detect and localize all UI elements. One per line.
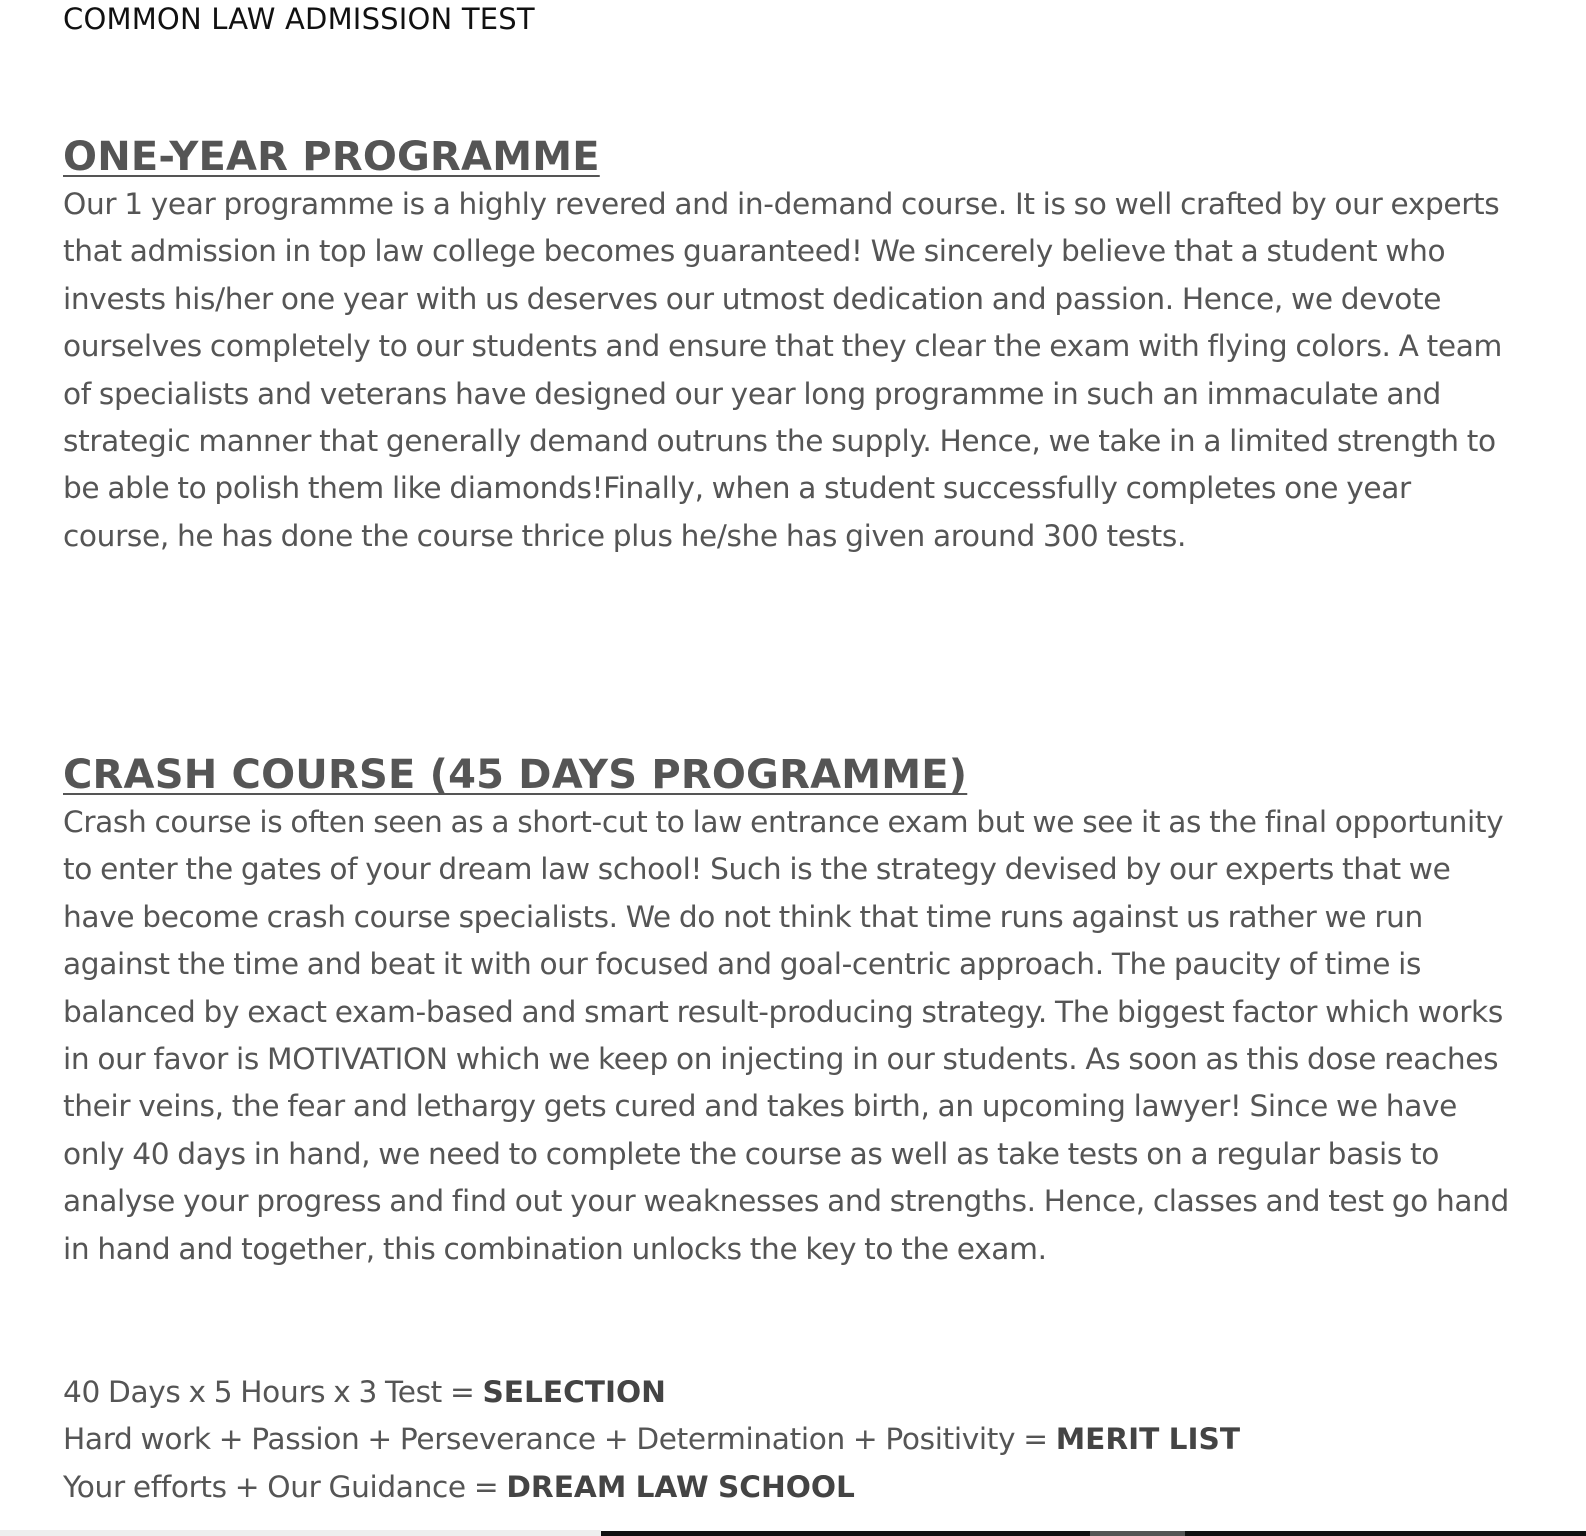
formula-dream-law-school (63, 1464, 1519, 1511)
one-year-programme-heading: ONE-YEAR PROGRAMME (63, 134, 600, 180)
formula-expression: Hard work + Passion + Perseverance + Determination + Positivity = (63, 1422, 1056, 1457)
crash-course-description: Crash course is often seen as a short-cut to law entrance exam but we see it as the final opportunity to enter the gates of your dream law school! Such is the strategy devised by our experts that we have become crash course specialists. We do not think that time runs against us rather we run against the time and beat it with our focused and goal-centric approach. The paucity of time is balanced by exact exam-based and smart result-producing strategy. The biggest factor which works in our favor is MOTIVATION which we keep on injecting in our students. As soon as this dose reaches their veins, the fear and lethargy gets cured and takes birth, an upcoming lawyer! Since we have only 40 days in hand, we need to complete the course as well as take tests on a regular basis to analyse your progress and find out your weaknesses and strengths. Hence, classes and test go hand in hand and together, this combination unlocks the key to the exam. (63, 805, 1509, 1266)
formula-expression: Your efforts + Our Guidance = (63, 1469, 507, 1504)
formula-result: DREAM LAW SCHOOL (506, 1469, 855, 1504)
crash-course-heading: CRASH COURSE (45 DAYS PROGRAMME) (63, 752, 968, 798)
formula-selection (63, 1369, 1519, 1416)
formula-result: MERIT LIST (1055, 1422, 1241, 1457)
horizontal-scrollbar-thumb[interactable] (1090, 1531, 1185, 1536)
formula-result: SELECTION (482, 1375, 666, 1409)
success-formula-list (63, 1369, 1519, 1511)
formula-merit-list (63, 1416, 1519, 1463)
one-year-programme-description: Our 1 year programme is a highly revered and in-demand course. It is so well crafted by our experts that admission in top law college becomes guaranteed! We sincerely believe that a student who invests his/her one year with us deserves our utmost dedication and passion. Hence, we devote ourselves completely to our students and ensure that they clear the exam with flying colors. A team of specialists and veterans have designed our year long programme in such an immaculate and strategic manner that generally demand outruns the supply. Hence, we take in a limited strength to be able to polish them like diamonds!Finally, when a student successfully completes one year course, he has done the course thrice plus he/she has given around 300 tests. (63, 187, 1502, 553)
crash-course-section (63, 751, 1519, 1273)
horizontal-scrollbar-track-left (0, 1530, 601, 1536)
formula-expression: 40 Days x 5 Hours x 3 Test = (63, 1375, 483, 1409)
one-year-programme-section (63, 133, 1519, 560)
page-title: COMMON LAW ADMISSION TEST (63, 2, 535, 36)
